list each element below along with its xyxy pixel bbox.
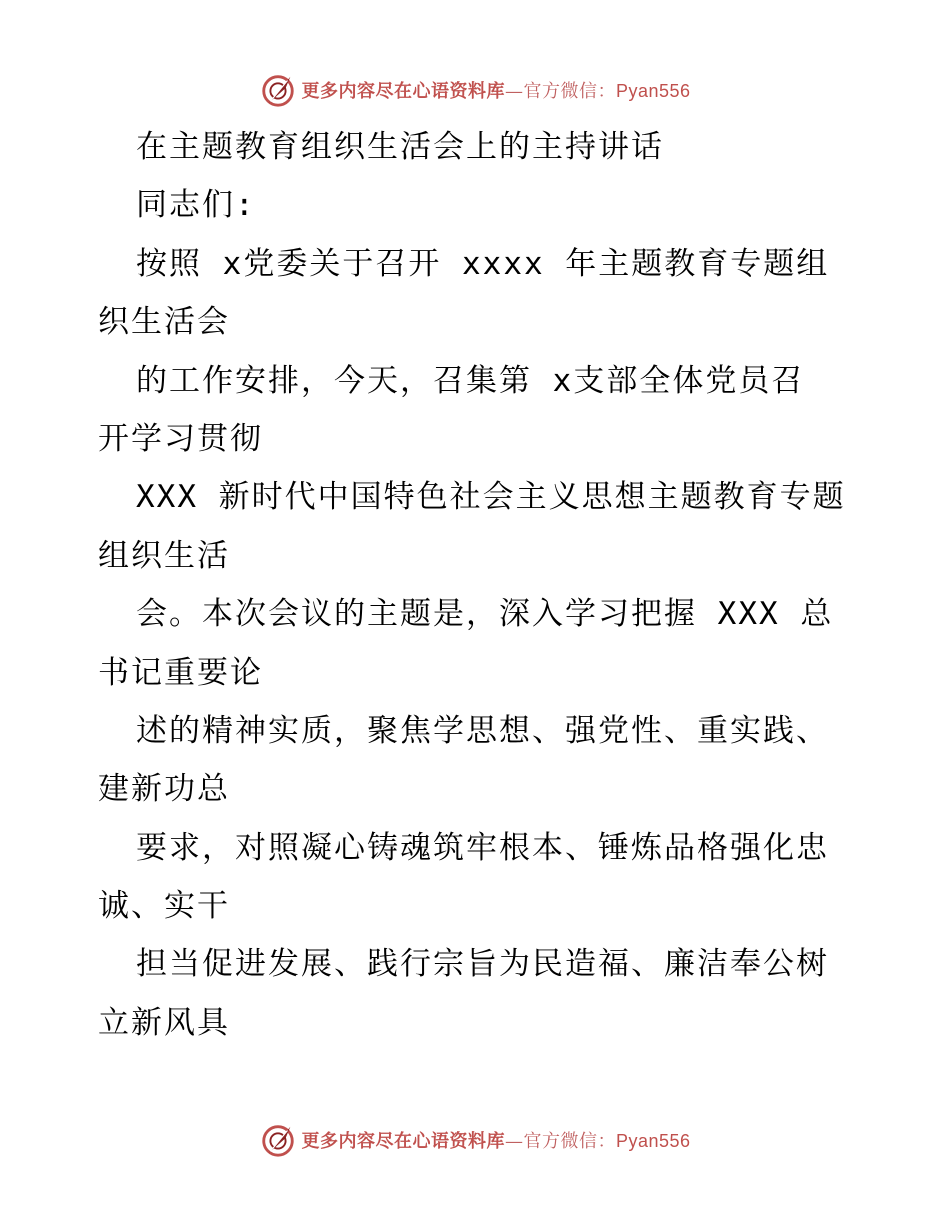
text-line: XXX 新时代中国特色社会主义思想主题教育专题 xyxy=(136,479,846,516)
text-line: 书记重要论 xyxy=(98,654,263,691)
text-line: 诚、实干 xyxy=(98,888,230,925)
text-line: 述的精神实质，聚焦学思想、强党性、重实践、 xyxy=(136,712,829,749)
quill-logo-icon xyxy=(259,71,297,109)
watermark-separator: — xyxy=(504,81,524,102)
watermark-wechat-id: Pyan556 xyxy=(615,1131,691,1151)
text-line: 在主题教育组织生活会上的主持讲话 xyxy=(136,129,664,165)
text-line: 组织生活 xyxy=(98,537,230,574)
text-line: 开学习贯彻 xyxy=(98,420,263,457)
quill-logo-icon xyxy=(259,1121,297,1159)
text-line: 立新风具 xyxy=(98,1004,230,1041)
watermark-separator: — xyxy=(504,1131,524,1152)
text-line: 按照 x党委关于召开 xxxx 年主题教育专题组 xyxy=(136,245,830,282)
watermark-wechat-label: 官方微信： xyxy=(523,81,616,102)
text-line: 的工作安排，今天，召集第 x支部全体党员召 xyxy=(136,362,805,399)
footer-watermark xyxy=(0,1120,950,1160)
text-line: 担当促进发展、践行宗旨为民造福、廉洁奉公树 xyxy=(136,946,829,983)
document-body xyxy=(98,118,858,1052)
watermark-text: 更多内容尽在心语资料库 xyxy=(301,1131,505,1152)
watermark-text: 更多内容尽在心语资料库 xyxy=(301,81,505,102)
header-watermark xyxy=(0,70,950,110)
text-line: 要求，对照凝心铸魂筑牢根本、锤炼品格强化忠 xyxy=(136,829,829,866)
watermark-wechat-label: 官方微信： xyxy=(523,1131,616,1152)
text-line: 织生活会 xyxy=(98,304,230,341)
text-line: 会。本次会议的主题是，深入学习把握 XXX 总 xyxy=(136,596,834,633)
watermark-wechat-id: Pyan556 xyxy=(615,81,691,101)
text-line: 建新功总 xyxy=(98,771,230,808)
text-line: 同志们: xyxy=(136,187,256,224)
